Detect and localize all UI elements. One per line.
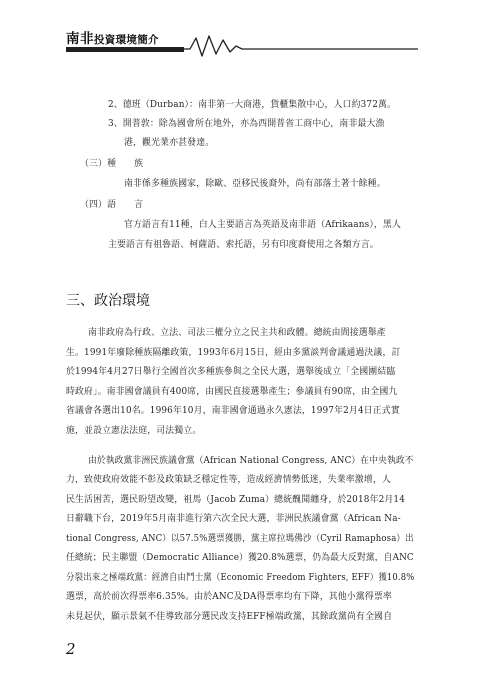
subsection-label-language: （四）語 言 <box>80 200 144 210</box>
para1-line: 施，並設立憲法法庭，司法獨立。 <box>66 426 202 436</box>
city-item-capetown-line2: 港，觀光業亦甚發達。 <box>124 138 215 148</box>
subsection-text-race: 南非係多種族國家，除歐、亞移民後裔外，尚有部落土著十餘種。 <box>124 179 386 189</box>
para2-line: 日辭職下台，2019年5月南非進行第六次全民大選，非洲民族議會黨（African Na- <box>66 514 401 524</box>
para1-line: 時政府」。南非國會議員有400席，由國民直接選舉產生；參議員有90席，由全國九 <box>66 387 398 397</box>
header-title-sub: 投資環境簡介 <box>94 34 159 46</box>
subsection-label-race: （三）種 族 <box>80 159 144 169</box>
para2-line: 力，致使政府效能不彰及政策缺乏穩定性等，造成經濟情勢低迷，失業率激增，人 <box>66 475 391 485</box>
page-number: 2 <box>66 640 76 658</box>
section-heading-politics: 三、政治環境 <box>66 293 150 309</box>
city-item-capetown-line1: 3、開普敦：除為國會所在地外，亦為西開普省工商中心，南非最大漁 <box>108 119 385 129</box>
para1-line: 省議會各選出10名。1996年10月，南非國會通過永久憲法，1997年2月4日正式實 <box>66 406 400 416</box>
header-title-main: 南非 <box>66 31 94 47</box>
para1-line: 生。1991年廢除種族隔離政策，1993年6月15日，經由多黨談判會議通過決議，訂 <box>66 348 401 358</box>
para2-line: tional Congress, ANC）以57.5%選票獲勝，黨主席拉瑪佛沙（Cyril Ramaphosa）出 <box>66 534 414 544</box>
para1-line: 南非政府為行政、立法、司法三權分立之民主共和政體。總統由間接選舉產 <box>88 328 386 338</box>
para2-line: 分裂出來之極端政黨：經濟自由鬥士黨（Economic Freedom Fighters, EFF）獲10.8% <box>66 573 415 583</box>
header-rule-bar <box>66 47 184 52</box>
para2-line: 任總統；民主聯盟（Democratic Alliance）獲20.8%選票，仍為最大反對黨，自ANC <box>66 553 414 563</box>
subsection-text-language-line1: 官方語言有11種，白人主要語言為英語及南非語（Afrikaans），黑人 <box>124 220 401 230</box>
para2-line: 由於執政黨非洲民族議會黨（African National Congress, ANC）在中央執政不 <box>88 456 414 466</box>
header-pulse-line <box>180 30 418 58</box>
running-header-title <box>66 27 159 47</box>
subsection-text-language-line2: 主要語言有祖魯語、柯薩語、索托語，另有印度裔使用之各類方言。 <box>108 240 379 250</box>
city-item-durban: 2、德班（Durban）：南非第一大商港，貨櫃集散中心，人口約372萬。 <box>108 100 397 110</box>
para2-line: 選票，高於前次得票率6.35%。由於ANC及DA得票率均有下降，其他小黨得票率 <box>66 592 392 602</box>
para1-line: 於1994年4月27日舉行全國首次多種族參與之全民大選，選舉後成立「全國團結臨 <box>66 367 396 377</box>
para2-line: 民生活困苦，選民盼望改變，祖馬（Jacob Zuma）總統醜聞纏身，於2018年2月14 <box>66 495 406 505</box>
para2-line: 未見起伏，顯示景氣不佳導致部分選民改支持EFF極端政黨，其餘政黨尚有全國自 <box>66 612 393 622</box>
